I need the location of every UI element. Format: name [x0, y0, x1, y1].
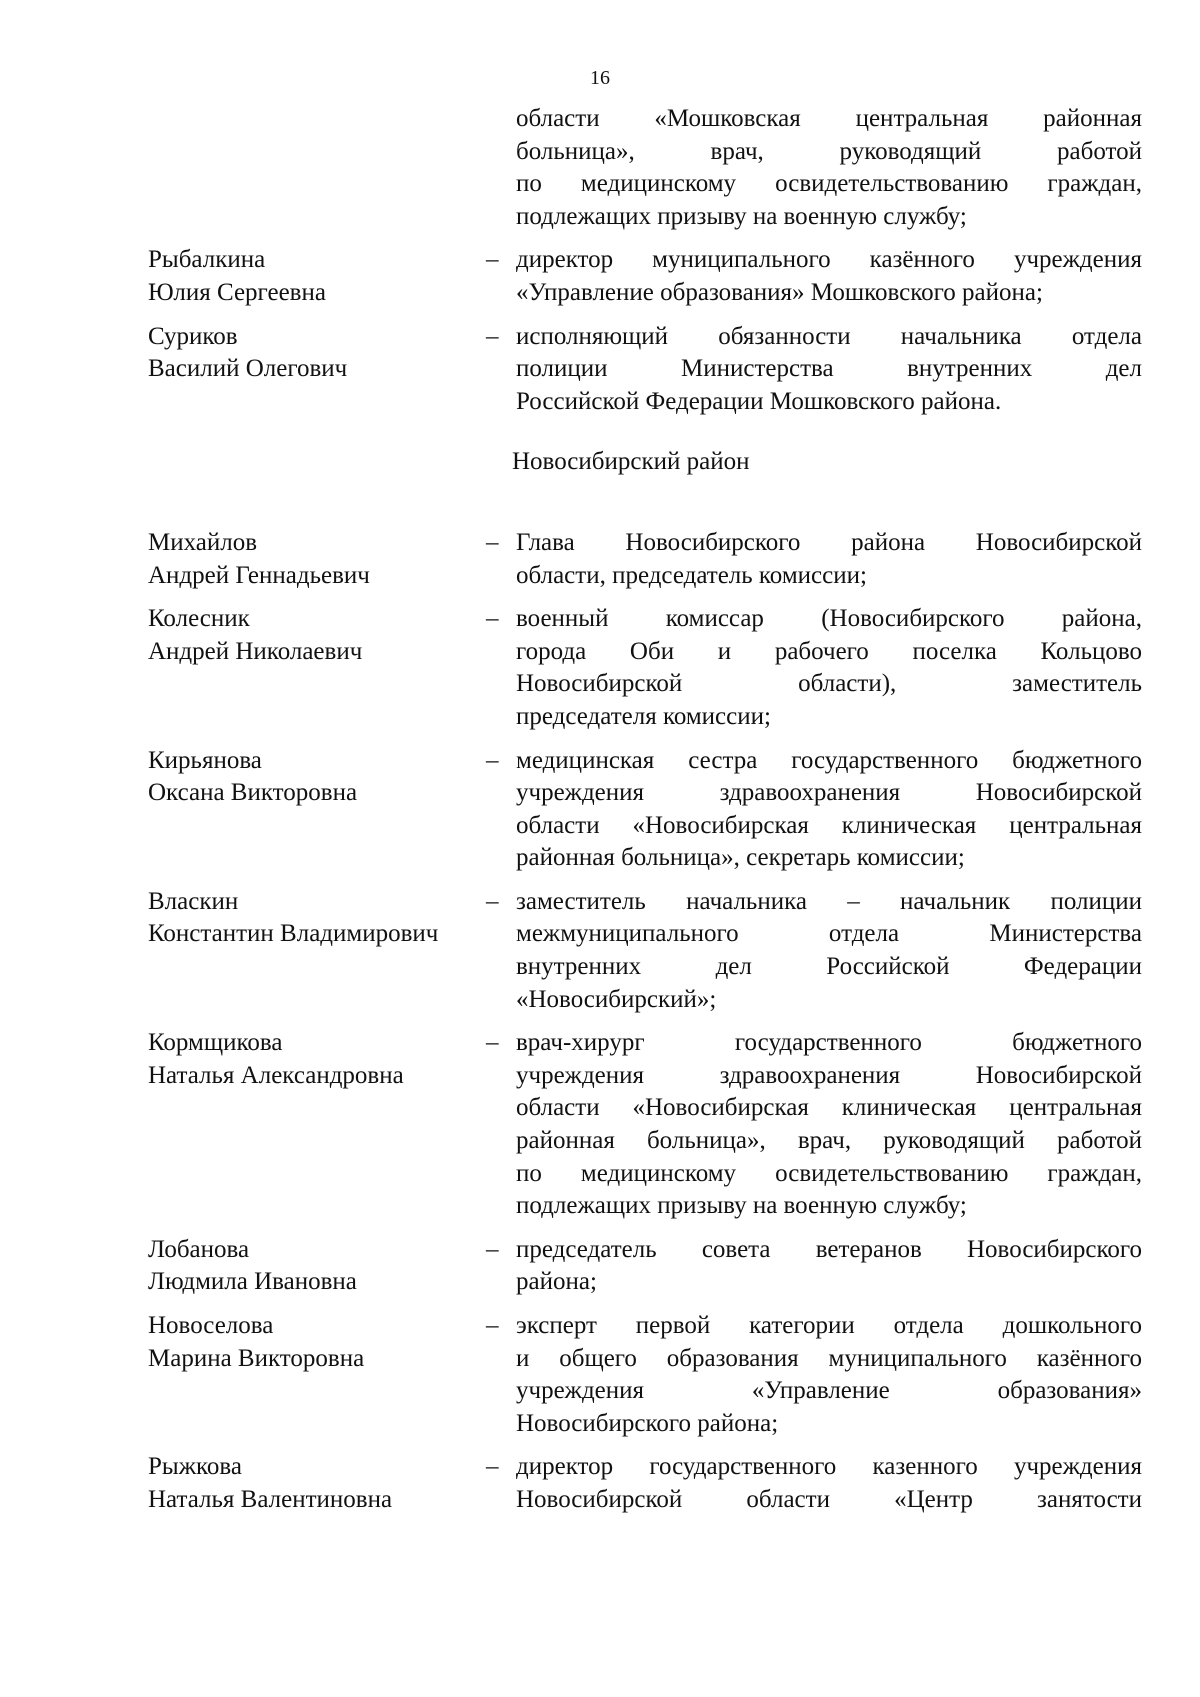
dash: –: [486, 605, 499, 633]
dash: –: [486, 746, 499, 774]
role-line: Российской Федерации Мошковского района.: [516, 387, 1002, 415]
role-line: по медицинскому освидетельствованию граждан,: [516, 1159, 1142, 1187]
member-name: [148, 1027, 486, 1092]
role-line: района;: [516, 1268, 597, 1296]
role-line: «Управление образования» Мошковского района;: [516, 278, 1043, 306]
member-name: [148, 745, 486, 810]
member-entry: [148, 1310, 1142, 1440]
role-line: Новосибирского района;: [516, 1409, 779, 1437]
member-surname: Суриков: [148, 322, 238, 350]
member-role: [516, 1234, 1142, 1299]
continuation-entry: [148, 103, 1142, 233]
role-line: председателя комиссии;: [516, 702, 771, 730]
role-line: районная больница», секретарь комиссии;: [516, 844, 965, 872]
member-entry: [148, 603, 1142, 733]
role-line: исполняющий обязанности начальника отдела: [516, 322, 1142, 350]
member-role: [516, 1027, 1142, 1223]
role-line: полиции Министерства внутренних дел: [516, 355, 1142, 383]
member-entry: [148, 1027, 1142, 1223]
dash: –: [486, 322, 499, 350]
member-surname: Колесник: [148, 605, 250, 633]
role-line: учреждения здравоохранения Новосибирской: [516, 1061, 1142, 1089]
role-line: области «Новосибирская клиническая центральная: [516, 1094, 1142, 1122]
role-line: эксперт первой категории отдела дошкольного: [516, 1312, 1142, 1339]
member-surname: Рыбалкина: [148, 246, 266, 274]
member-given-name: Василий Олегович: [148, 355, 348, 383]
dash: –: [486, 246, 499, 274]
section-heading: Новосибирский район: [512, 448, 750, 476]
role-line: Новосибирской области), заместитель: [516, 670, 1142, 698]
role-line: председатель совета ветеранов Новосибирского: [516, 1235, 1142, 1263]
dash: –: [486, 1029, 499, 1057]
member-entry: [148, 244, 1142, 309]
member-given-name: Оксана Викторовна: [148, 779, 358, 807]
member-given-name: Марина Викторовна: [148, 1344, 365, 1372]
role-line: военный комиссар (Новосибирского района,: [516, 605, 1142, 633]
member-name: [148, 1234, 486, 1299]
role-line: медицинская сестра государственного бюджетного: [516, 746, 1142, 774]
role-line: и общего образования муниципального казённого: [516, 1344, 1142, 1372]
role-line: по медицинскому освидетельствованию граждан,: [516, 170, 1142, 198]
member-role: [516, 103, 1142, 233]
member-name: [148, 886, 486, 951]
member-name: [148, 321, 486, 386]
member-surname: Новоселова: [148, 1312, 274, 1339]
member-surname: Кормщикова: [148, 1029, 283, 1057]
role-line: внутренних дел Российской Федерации: [516, 953, 1142, 981]
member-given-name: Людмила Ивановна: [148, 1268, 357, 1296]
role-line: Новосибирской области «Центр занятости: [516, 1485, 1142, 1513]
member-surname: Рыжкова: [148, 1453, 242, 1481]
member-surname: Михайлов: [148, 528, 258, 556]
member-name: [148, 527, 486, 592]
dash: –: [486, 1453, 499, 1481]
role-line: области «Мошковская центральная районная: [516, 105, 1142, 132]
member-entry: [148, 745, 1142, 875]
role-line: подлежащих призыву на военную службу;: [516, 1192, 967, 1220]
member-surname: Лобанова: [148, 1235, 250, 1263]
dash: –: [486, 1312, 499, 1339]
role-line: директор муниципального казённого учреждения: [516, 246, 1142, 274]
role-line: учреждения «Управление образования»: [516, 1377, 1142, 1405]
member-role: [516, 244, 1142, 309]
dash: –: [486, 1235, 499, 1263]
role-line: учреждения здравоохранения Новосибирской: [516, 779, 1142, 807]
member-entry: [148, 1234, 1142, 1299]
document-body: [148, 103, 1142, 1528]
member-entry: [148, 527, 1142, 592]
role-line: области «Новосибирская клиническая центральная: [516, 811, 1142, 839]
role-line: больница», врач, руководящий работой: [516, 137, 1142, 165]
member-role: [516, 321, 1142, 419]
role-line: подлежащих призыву на военную службу;: [516, 202, 967, 230]
dash: –: [486, 528, 499, 556]
role-line: директор государственного казенного учреждения: [516, 1453, 1142, 1481]
member-name: [148, 1310, 486, 1375]
member-role: [516, 886, 1142, 1016]
member-role: [516, 1451, 1142, 1516]
role-line: врач-хирург государственного бюджетного: [516, 1029, 1142, 1057]
member-surname: Власкин: [148, 887, 239, 915]
member-entry: [148, 321, 1142, 419]
member-given-name: Юлия Сергеевна: [148, 278, 326, 306]
member-given-name: Андрей Николаевич: [148, 637, 363, 665]
member-role: [516, 527, 1142, 592]
member-role: [516, 745, 1142, 875]
role-line: межмуниципального отдела Министерства: [516, 920, 1142, 948]
member-role: [516, 1310, 1142, 1440]
role-line: области, председатель комиссии;: [516, 561, 867, 589]
role-line: районная больница», врач, руководящий работой: [516, 1127, 1142, 1155]
member-name: [148, 244, 486, 309]
dash: –: [486, 887, 499, 915]
member-given-name: Наталья Александровна: [148, 1061, 404, 1089]
role-line: города Оби и рабочего поселка Кольцово: [516, 637, 1142, 665]
role-line: «Новосибирский»;: [516, 985, 717, 1013]
member-entry: [148, 1451, 1142, 1516]
member-given-name: Наталья Валентиновна: [148, 1485, 393, 1513]
page-number: 16: [590, 67, 610, 89]
member-given-name: Константин Владимирович: [148, 920, 439, 948]
role-line: заместитель начальника – начальник полиции: [516, 887, 1142, 915]
member-role: [516, 603, 1142, 733]
role-line: Глава Новосибирского района Новосибирской: [516, 528, 1142, 556]
member-given-name: Андрей Геннадьевич: [148, 561, 370, 589]
member-name: [148, 1451, 486, 1516]
member-surname: Кирьянова: [148, 746, 262, 774]
member-name: [148, 603, 486, 668]
member-entry: [148, 886, 1142, 1016]
